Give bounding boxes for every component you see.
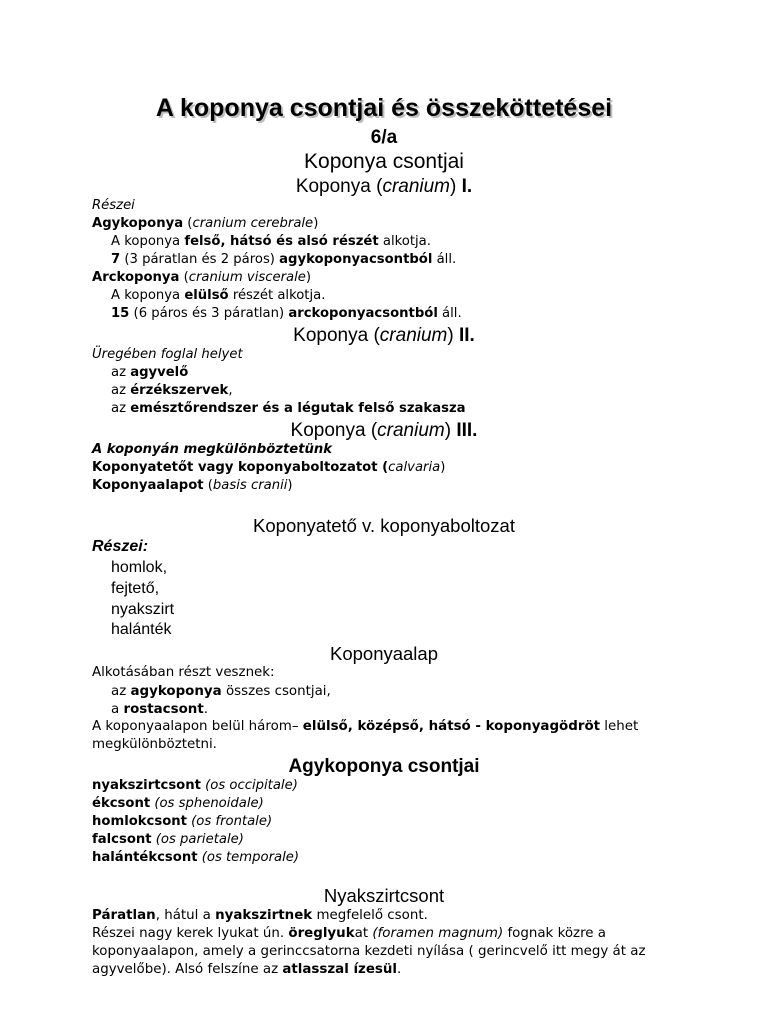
slide3-intro: A koponyán megkülönböztetünk — [92, 442, 333, 457]
bone-item: ékcsont (os sphenoidale) — [92, 796, 264, 811]
bone-item: homlokcsont (os frontale) — [92, 814, 273, 829]
alap-text-line: megkülönböztetni. — [92, 737, 217, 752]
bone-item: falcsont (os parietale) — [92, 832, 244, 847]
bone-item: nyakszirtcsont (os occipitale) — [92, 778, 298, 793]
boltozat-item: fejtető, — [111, 580, 160, 597]
arckoponya-line: Arckoponya (cranium viscerale) — [92, 270, 312, 285]
slide3-heading: Koponya (cranium) III. — [290, 420, 478, 441]
nyakszirt-text-line: koponyaalapon, amely a gerinccsatorna kezdeti nyílása ( gerincvelő itt megy át az — [92, 944, 646, 959]
nyakszirt-text-line: Részei nagy kerek lyukat ún. öreglyukat (foramen magnum) fognak közre a — [92, 926, 606, 941]
page-title: A koponya csontjai és összeköttetései — [155, 94, 613, 122]
slide2-item: az emésztőrendszer és a légutak felső szakasza — [111, 401, 466, 416]
boltozat-item: halánték — [111, 621, 172, 638]
nyakszirt-text-line: Páratlan, hátul a nyakszirtnek megfelelő csont. — [92, 908, 428, 923]
alap-heading: Koponyaalap — [329, 643, 438, 664]
section-heading: Koponya csontjai — [304, 150, 464, 173]
agykoponya-desc-2: 7 (3 páratlan és 2 páros) agykoponyacsontból áll. — [111, 252, 457, 267]
reszei-label: Részei — [92, 198, 135, 213]
slide1-heading: Koponya (cranium) I. — [295, 176, 473, 197]
slide2-item: az agyvelő — [111, 365, 189, 380]
alap-intro: Alkotásában részt vesznek: — [92, 665, 275, 680]
agykoponya-desc-1: A koponya felső, hátsó és alsó részét alkotja. — [111, 234, 431, 249]
page-subtitle: 6/a — [370, 127, 398, 148]
boltozat-reszei: Részei: — [92, 538, 149, 555]
agycsontok-heading: Agykoponya csontjai — [288, 756, 480, 777]
slide3-item: Koponyatetőt vagy koponyaboltozatot (calvaria) — [92, 460, 446, 475]
boltozat-item: homlok, — [111, 559, 168, 576]
alap-item: az agykoponya összes csontjai, — [111, 684, 331, 699]
nyakszirt-text-line: agyvelőbe). Alsó felszíne az atlasszal ízesül. — [92, 962, 402, 977]
boltozat-item: nyakszirt — [111, 601, 175, 618]
agykoponya-line: Agykoponya (cranium cerebrale) — [92, 216, 319, 231]
bone-item: halántékcsont (os temporale) — [92, 850, 300, 865]
boltozat-heading: Koponyatető v. koponyaboltozat — [253, 515, 515, 536]
alap-text-line: A koponyaalapon belül három– elülső, középső, hátsó - koponyagödröt lehet — [92, 719, 639, 734]
arckoponya-desc-1: A koponya elülső részét alkotja. — [111, 288, 326, 303]
slide3-item: Koponyaalapot (basis cranii) — [92, 478, 293, 493]
slide2-item: az érzékszervek, — [111, 383, 233, 398]
nyakszirt-heading: Nyakszirtcsont — [323, 885, 445, 906]
alap-item: a rostacsont. — [111, 702, 208, 717]
slide2-heading: Koponya (cranium) II. — [293, 325, 475, 346]
slide2-intro: Üregében foglal helyet — [92, 347, 243, 362]
arckoponya-desc-2: 15 (6 páros és 3 páratlan) arckoponyacsontból áll. — [111, 306, 462, 321]
